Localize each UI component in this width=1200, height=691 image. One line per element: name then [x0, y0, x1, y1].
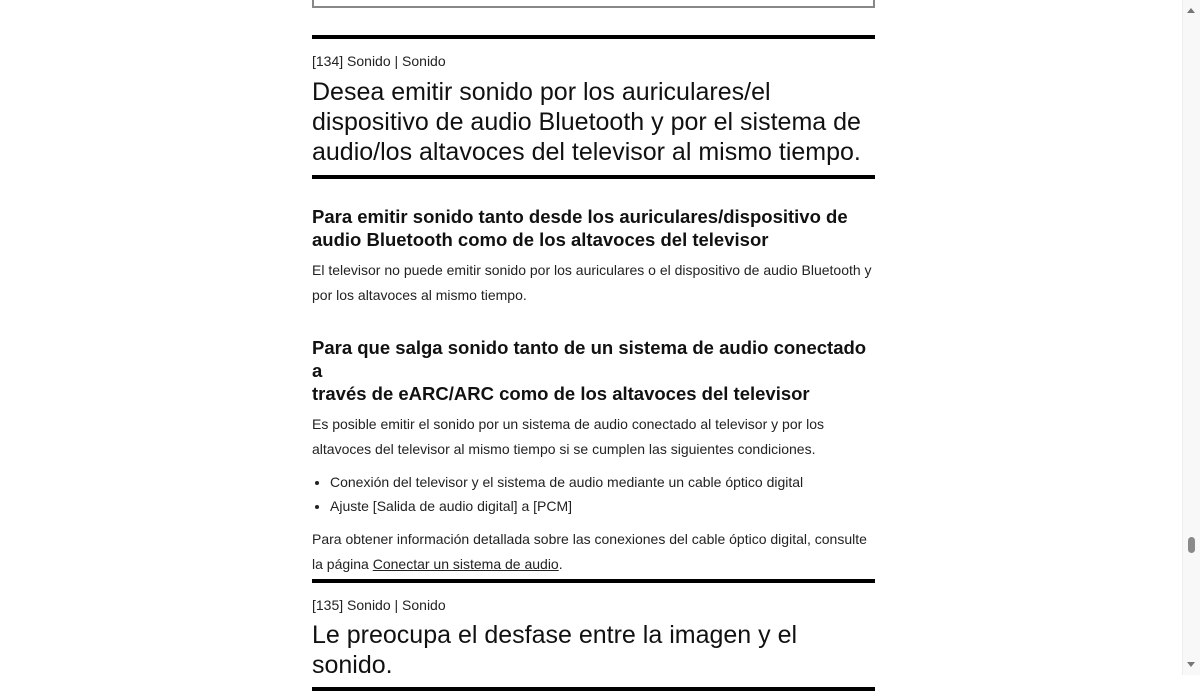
topic-135 [312, 579, 875, 691]
breadcrumb: [135] Sonido | Sonido [312, 597, 446, 613]
section-heading: audio Bluetooth como de los altavoces del televisor [312, 229, 769, 250]
footer-text: Para obtener información detallada sobre las conexiones del cable óptico digital, consulte la página [312, 531, 867, 572]
section-body: El televisor no puede emitir sonido por los auriculares o el dispositivo de audio Bluetooth y por los altavoces al mismo tiempo. [312, 262, 872, 303]
scrollbar-thumb[interactable] [1188, 537, 1195, 553]
title-bottom-rule [312, 175, 875, 179]
title-bottom-rule [312, 687, 875, 691]
title-line: Desea emitir sonido por los auriculares/el [312, 78, 771, 106]
topic-134 [312, 35, 875, 577]
list-item: • Ajuste [Salida de audio digital] a [PCM] [330, 494, 875, 518]
vertical-scrollbar[interactable] [1182, 0, 1200, 675]
section-heading: través de eARC/ARC como de los altavoces del televisor [312, 383, 810, 404]
section-body: Es posible emitir el sonido por un sistema de audio conectado al televisor y por los altavoces del televisor al mismo tiempo si se cumplen las siguientes condiciones. [312, 416, 825, 457]
title-line: audio/los altavoces del televisor al mismo tiempo. [312, 138, 861, 166]
section-heading: Para emitir sonido tanto desde los auriculares/dispositivo de [312, 206, 848, 227]
title-line: dispositivo de audio Bluetooth y por el sistema de [312, 108, 861, 136]
footer-suffix: . [558, 556, 563, 572]
section-footer [312, 527, 875, 577]
conditions-list [312, 470, 875, 518]
scroll-up-arrow-icon[interactable] [1187, 8, 1195, 13]
connect-audio-system-link[interactable]: Conectar un sistema de audio [372, 556, 559, 572]
breadcrumb: [134] Sonido | Sonido [312, 53, 446, 69]
page-title: Le preocupa el desfase entre la imagen y el sonido. [312, 621, 798, 679]
list-item: • Conexión del televisor y el sistema de audio mediante un cable óptico digital [330, 470, 875, 494]
scroll-down-arrow-icon[interactable] [1187, 662, 1195, 667]
page-title [312, 77, 875, 167]
section-heading: Para que salga sonido tanto de un sistema de audio conectado a [312, 337, 867, 381]
topic-top-rule [312, 35, 875, 39]
section-bluetooth [312, 205, 875, 308]
topic-top-rule [312, 579, 875, 583]
previous-topic-box [312, 0, 875, 8]
section-earc [312, 336, 875, 577]
